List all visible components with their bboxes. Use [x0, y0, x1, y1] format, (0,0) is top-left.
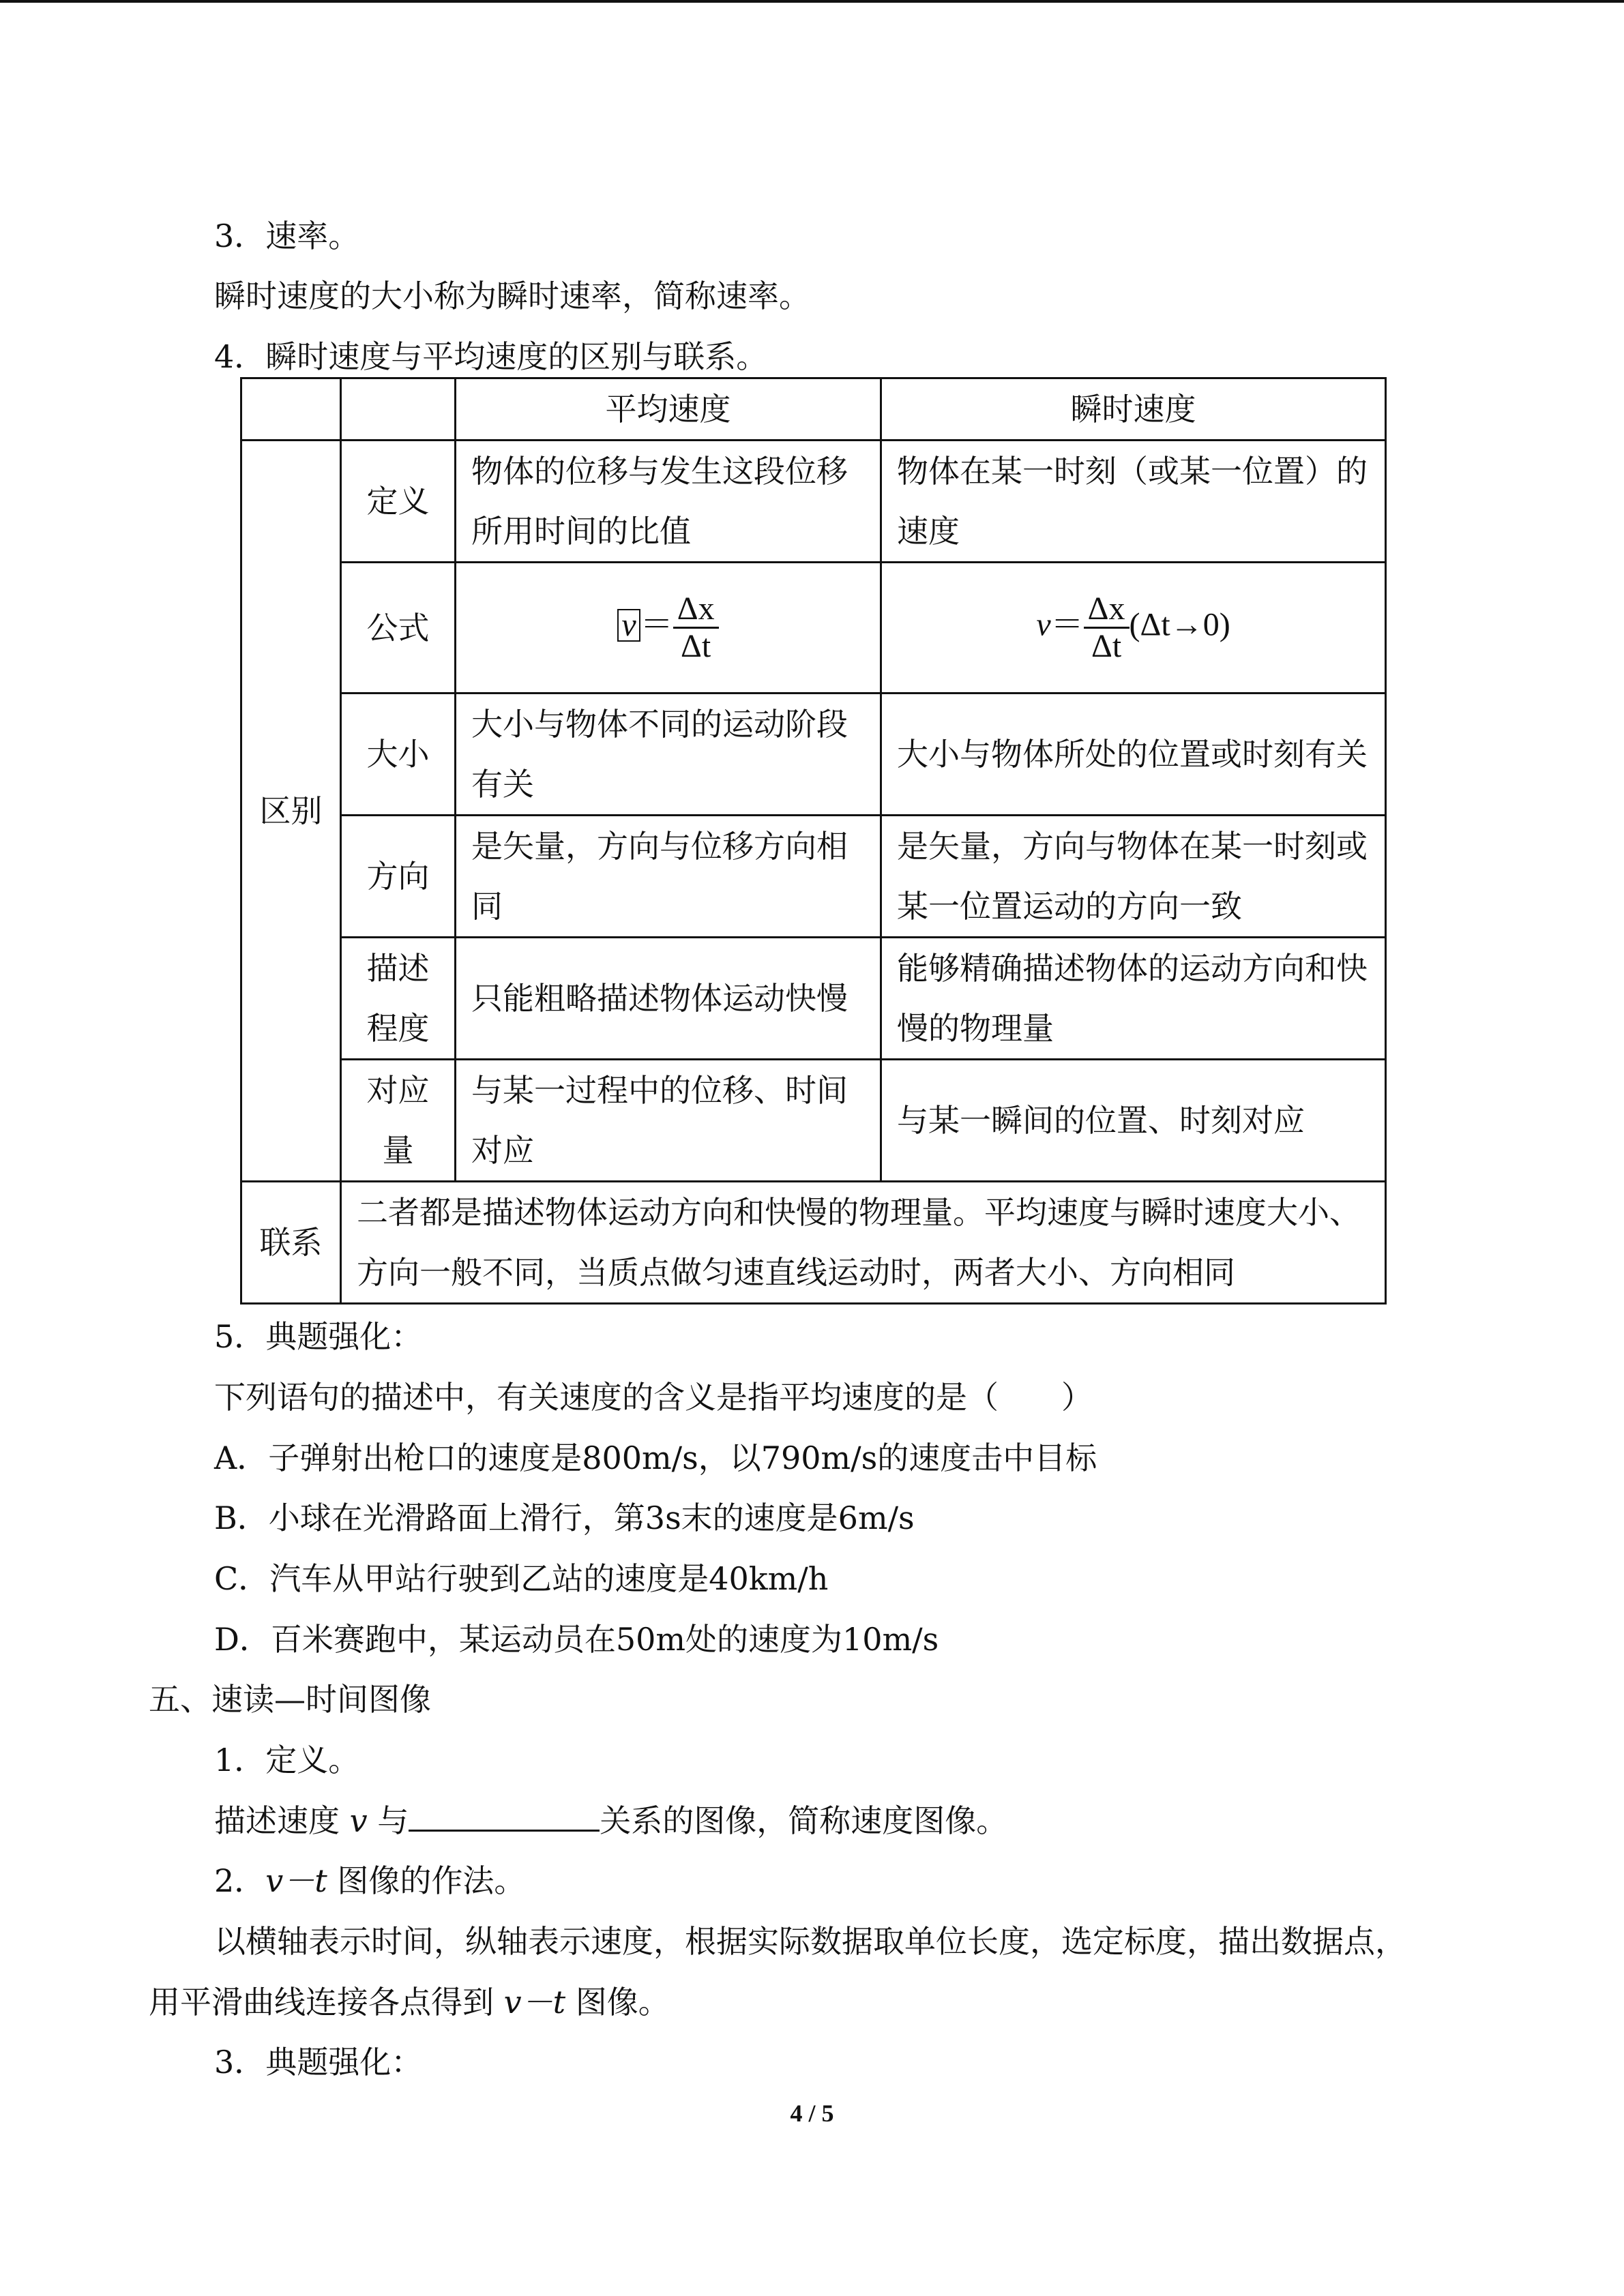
comparison-table	[240, 377, 1387, 1304]
inst-cell: 物体在某一时刻（或某一位置）的速度	[881, 441, 1386, 563]
fraction	[673, 591, 719, 664]
table-row	[241, 563, 1386, 694]
avg-cell: 是矢量，方向与位移方向相同	[456, 816, 881, 938]
subheading-method	[214, 1860, 525, 1901]
subheading-exercise2: 3．典题强化：	[214, 2044, 423, 2081]
header-inst-speed: 瞬时速度	[881, 378, 1386, 441]
row-label: 对应量	[341, 1060, 456, 1182]
option-b: B．小球在光滑路面上滑行，第3s末的速度是6m/s	[214, 1500, 915, 1536]
row-label: 方向	[341, 816, 456, 938]
fraction	[1084, 591, 1130, 664]
inst-cell: 是矢量，方向与物体在某一时刻或某一位置运动的方向一致	[881, 816, 1386, 938]
link-text: 二者都是描述物体运动方向和快慢的物理量。平均速度与瞬时速度大小、方向一般不同，当质点做匀速直线运动时，两者大小、方向相同	[341, 1182, 1386, 1304]
avg-cell: 与某一过程中的位移、时间对应	[456, 1060, 881, 1182]
var-v: v	[349, 1802, 368, 1839]
row-label: 大小	[341, 694, 456, 816]
equals-sign: ＝	[1050, 606, 1084, 643]
avg-cell: 大小与物体不同的运动阶段有关	[456, 694, 881, 816]
denominator: Δt	[681, 628, 711, 664]
option-d: D．百米赛跑中，某运动员在50m处的速度为10m/s	[214, 1621, 939, 1658]
text-span: 图像。	[575, 1984, 670, 2021]
row-label: 描述程度	[341, 938, 456, 1060]
subheading-speed-rate: 3．速率。	[214, 218, 360, 254]
option-a: A．子弹射出枪口的速度是800m/s，以790m/s的速度击中目标	[214, 1440, 1097, 1476]
limit-condition: (Δt→0)	[1129, 606, 1230, 643]
header-avg-speed: 平均速度	[456, 378, 881, 441]
text-span: 2．	[214, 1862, 266, 1899]
inst-cell: 能够精确描述物体的运动方向和快慢的物理量	[881, 938, 1386, 1060]
avg-formula	[456, 563, 881, 694]
fill-in-blank[interactable]	[409, 1802, 600, 1832]
paragraph-method-1: 以横轴表示时间，纵轴表示速度，根据实际数据取单位长度，选定标度，描出数据点，	[214, 1923, 1406, 1960]
text-span: 描述速度	[214, 1802, 340, 1839]
text-span: 与	[377, 1802, 409, 1839]
text-span: 关系的图像，简称速度图像。	[600, 1802, 1008, 1839]
paragraph-method-2	[149, 1982, 670, 2023]
table-row	[241, 938, 1386, 1060]
text-span: 用平滑曲线连接各点得到	[149, 1984, 494, 2021]
text-span: 图像的作法。	[337, 1862, 526, 1899]
inst-cell: 大小与物体所处的位置或时刻有关	[881, 694, 1386, 816]
numerator: Δx	[673, 591, 719, 629]
inst-formula	[881, 563, 1386, 694]
subheading-definition: 1．定义。	[214, 1742, 360, 1778]
avg-cell: 只能粗略描述物体运动快慢	[456, 938, 881, 1060]
inst-cell: 与某一瞬间的位置、时刻对应	[881, 1060, 1386, 1182]
numerator: Δx	[1084, 591, 1130, 629]
var-vt: v－t	[265, 1862, 327, 1899]
table-header-row	[241, 378, 1386, 441]
subheading-comparison: 4．瞬时速度与平均速度的区别与联系。	[214, 338, 768, 375]
exercise-question: 下列语句的描述中，有关速度的含义是指平均速度的是（ ）	[214, 1379, 1093, 1416]
v-bar-symbol: v	[617, 609, 640, 642]
equals-sign: ＝	[640, 606, 673, 643]
page-number: 4 / 5	[790, 2100, 834, 2127]
table-row	[241, 694, 1386, 816]
paragraph-definition	[214, 1800, 1007, 1841]
row-label: 公式	[341, 563, 456, 694]
paragraph-speed-rate: 瞬时速度的大小称为瞬时速率，简称速率。	[214, 278, 810, 314]
row-label: 定义	[341, 441, 456, 563]
header-empty-cell	[241, 378, 341, 441]
v-symbol: v	[1036, 606, 1051, 643]
section-heading: 五、速读—时间图像	[149, 1681, 431, 1718]
var-vt: v－t	[503, 1984, 566, 2021]
table-row	[241, 1060, 1386, 1182]
table-link-row	[241, 1182, 1386, 1304]
option-c: C．汽车从甲站行驶到乙站的速度是40km/h	[214, 1560, 829, 1597]
top-border	[0, 0, 1624, 3]
group-label-diff: 区别	[241, 441, 341, 1182]
exercise-title: 5．典题强化：	[214, 1318, 423, 1355]
group-label-link: 联系	[241, 1182, 341, 1304]
table-row	[241, 441, 1386, 563]
table-row	[241, 816, 1386, 938]
avg-cell: 物体的位移与发生这段位移所用时间的比值	[456, 441, 881, 563]
header-empty-cell	[341, 378, 456, 441]
denominator: Δt	[1091, 628, 1122, 664]
